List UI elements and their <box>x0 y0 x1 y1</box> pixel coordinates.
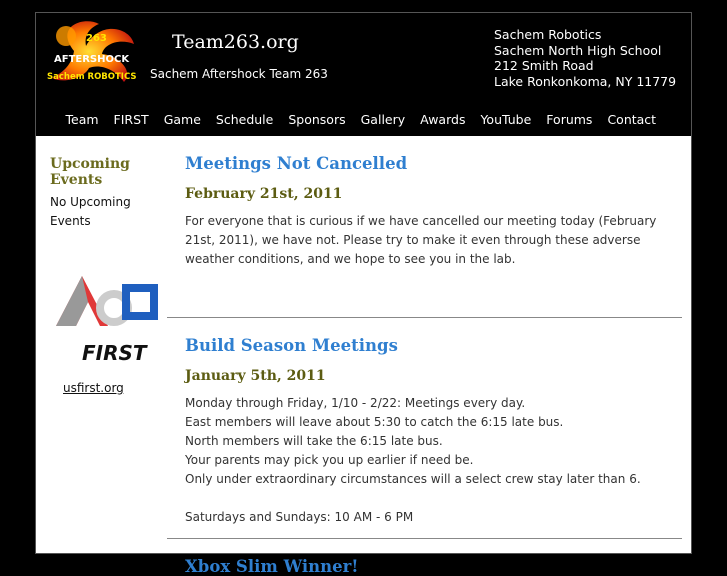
post-title[interactable]: Meetings Not Cancelled <box>185 154 408 173</box>
nav-team[interactable]: Team <box>65 112 99 127</box>
post-title[interactable]: Build Season Meetings <box>185 336 398 355</box>
address-line: Sachem Robotics <box>494 27 602 42</box>
first-logo-text: FIRST <box>82 341 147 365</box>
post-title[interactable]: Xbox Slim Winner! <box>185 557 359 576</box>
nav-first[interactable]: FIRST <box>113 112 149 127</box>
post-body-line: Monday through Friday, 1/10 - 2/22: Meetings every day. <box>185 396 526 410</box>
nav-game[interactable]: Game <box>163 112 201 127</box>
post <box>167 136 682 317</box>
logo-text-top: 263 <box>86 33 107 44</box>
post-date: January 5th, 2011 <box>185 368 326 384</box>
nav-contact[interactable]: Contact <box>607 112 657 127</box>
first-logo-triangle-shade <box>56 276 88 326</box>
post-body-line: North members will take the 6:15 late bus. <box>185 434 443 448</box>
sidebar <box>50 156 160 395</box>
post <box>167 318 682 538</box>
address-line: 212 Smith Road <box>494 58 594 73</box>
post-body <box>185 394 682 527</box>
tagline: Sachem Aftershock Team 263 <box>150 67 328 81</box>
main-column <box>167 136 682 576</box>
post-date: February 21st, 2011 <box>185 186 343 202</box>
site-header <box>36 13 691 136</box>
site-title[interactable]: Team263.org <box>172 31 299 53</box>
first-logo[interactable] <box>52 268 162 368</box>
nav-gallery[interactable]: Gallery <box>360 112 406 127</box>
nav-sponsors[interactable]: Sponsors <box>288 112 346 127</box>
post-body-line: East members will leave about 5:30 to catch the 6:15 late bus. <box>185 415 564 429</box>
upcoming-events-text: No Upcoming Events <box>50 195 131 228</box>
post-body-line: Saturdays and Sundays: 10 AM - 6 PM <box>185 510 414 524</box>
logo-text-mid: AFTERSHOCK <box>54 54 130 65</box>
nav-awards[interactable]: Awards <box>420 112 466 127</box>
logo-text-bottom: Sachem ROBOTICS <box>47 72 137 82</box>
address-line: Sachem North High School <box>494 42 662 58</box>
address-block <box>494 27 676 89</box>
main-nav <box>58 112 664 127</box>
post-body: For everyone that is curious if we have cancelled our meeting today (February 21st, 2011), we have not. Please try to make it even through these adverse weather conditions, and we hope to see you in the lab. <box>185 214 657 266</box>
nav-forums[interactable]: Forums <box>546 112 593 127</box>
address-line: Lake Ronkonkoma, NY 11779 <box>494 73 677 89</box>
nav-schedule[interactable]: Schedule <box>215 112 274 127</box>
post-body-line: Your parents may pick you up earlier if need be. <box>185 453 474 467</box>
post-body-line: Only under extraordinary circumstances will a select crew stay later than 6. <box>185 472 641 486</box>
usfirst-link[interactable]: usfirst.org <box>63 381 124 395</box>
page-content <box>36 136 691 576</box>
page-frame <box>35 12 692 576</box>
post-body-line <box>185 489 672 508</box>
upcoming-events-heading: Upcoming Events <box>50 156 130 188</box>
nav-youtube[interactable]: YouTube <box>480 112 532 127</box>
aftershock-logo[interactable] <box>44 16 140 86</box>
